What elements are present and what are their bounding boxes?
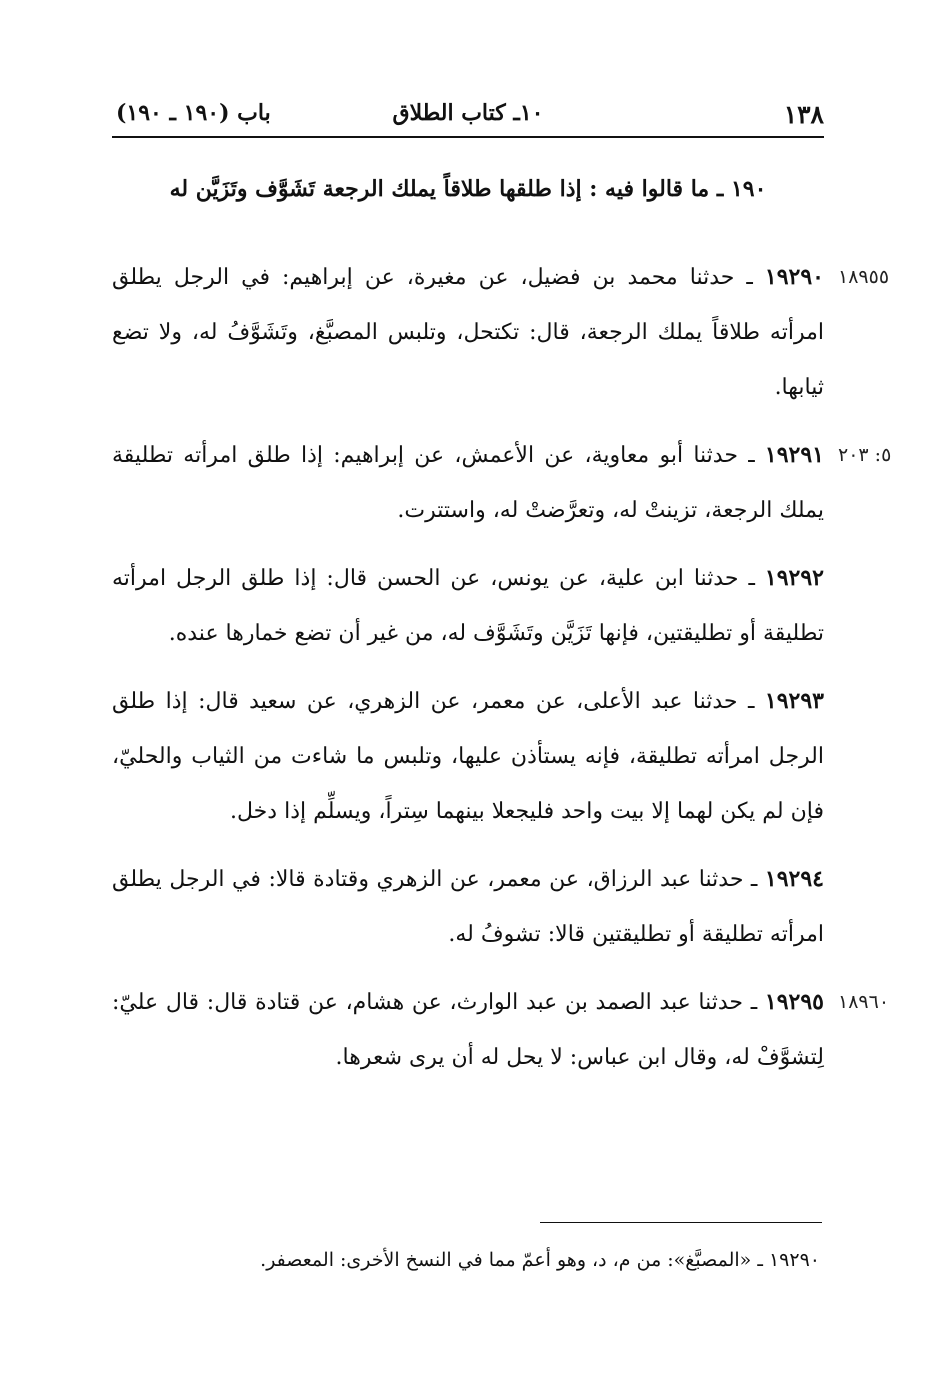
hadith-text: ـ حدثنا عبد الأعلى، عن معمر، عن الزهري، عن سعيد قال: إذا طلق الرجل امرأته تطليقة، فإنه يستأذن عليها، وتلبس ما شاءت من الثياب والحليّ، فإن لم يكن لهما إلا بيت واحد فليجعلا بينهما سِتراً، ويسلِّم إذا دخل. <box>112 689 824 824</box>
footnote-divider <box>540 1222 822 1223</box>
page-number: ١٣٨ <box>783 100 824 129</box>
hadith-number: ١٩٢٩٥ <box>764 989 824 1015</box>
hadith-number: ١٩٢٩٤ <box>764 866 824 892</box>
footnote: ١٩٢٩٠ ـ «المصبَّغ»: من م، د، وهو أعمّ مما في النسخ الأخرى: المعصفر. <box>260 1249 820 1271</box>
section-title: ١٩٠ ـ ما قالوا فيه : إذا طلقها طلاقاً يملك الرجعة تَشَوَّف وتَزَيَّن له <box>169 176 767 202</box>
hadith-entry <box>112 975 890 1085</box>
hadith-entry <box>112 551 824 661</box>
running-header <box>112 92 824 138</box>
hadith-list <box>112 250 892 1098</box>
margin-reference: ١٨٩٥٥ <box>838 266 890 288</box>
hadith-entry <box>112 250 890 415</box>
margin-reference: ٥: ٢٠٣ <box>838 444 892 466</box>
hadith-number: ١٩٢٩٠ <box>764 264 824 290</box>
margin-reference: ١٨٩٦٠ <box>838 991 890 1013</box>
hadith-text: ـ حدثنا محمد بن فضيل، عن مغيرة، عن إبراهيم: في الرجل يطلق امرأته طلاقاً يملك الرجعة، قال: تكتحل، وتلبس المصبَّغ، وتَشَوَّفُ له، ولا تضع ثيابها. <box>112 265 824 400</box>
hadith-number: ١٩٢٩٢ <box>764 565 824 591</box>
chapter-range: باب (١٩٠ ـ ١٩٠) <box>116 100 271 126</box>
hadith-text: ـ حدثنا عبد الرزاق، عن معمر، عن الزهري وقتادة قالا: في الرجل يطلق امرأته تطليقة أو تطليقتين قالا: تشوفُ له. <box>112 867 824 947</box>
hadith-text: ـ حدثنا أبو معاوية، عن الأعمش، عن إبراهيم: إذا طلق امرأته تطليقة يملك الرجعة، تزينتْ له، وتعرَّضتْ له، واستترت. <box>112 443 824 523</box>
hadith-entry <box>112 428 892 538</box>
hadith-entry <box>112 674 824 839</box>
hadith-text: ـ حدثنا ابن علية، عن يونس، عن الحسن قال: إذا طلق الرجل امرأته تطليقة أو تطليقتين، فإنها تَزَيَّن وتَشَوَّف له، من غير أن تضع خمارها عنده. <box>112 566 824 646</box>
hadith-number: ١٩٢٩٣ <box>764 688 824 714</box>
hadith-text: ـ حدثنا عبد الصمد بن عبد الوارث، عن هشام، عن قتادة قال: قال عليّ: لِتشوَّفْ له، وقال ابن عباس: لا يحل له أن يرى شعرها. <box>112 990 824 1070</box>
hadith-entry <box>112 852 824 962</box>
book-title: ١٠ـ كتاب الطلاق <box>392 100 544 126</box>
hadith-number: ١٩٢٩١ <box>764 442 824 468</box>
